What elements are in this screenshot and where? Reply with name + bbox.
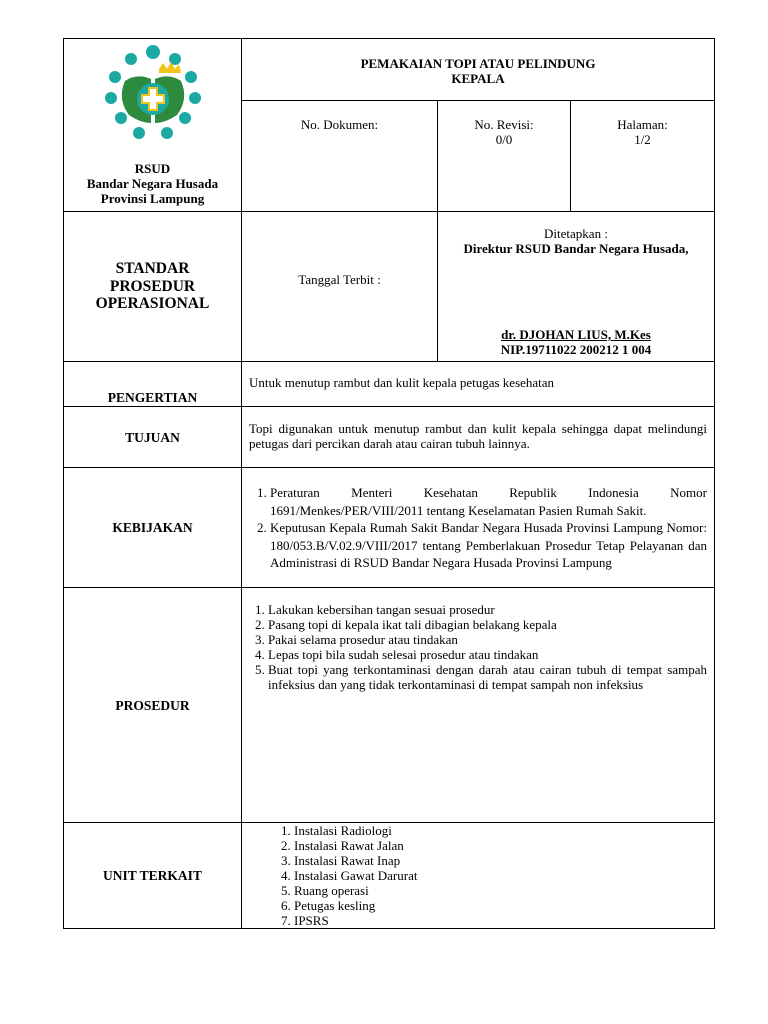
tanggal-terbit-cell xyxy=(242,212,438,362)
org-line1: RSUD xyxy=(134,161,171,176)
prosedur-item: 2. Pasang topi di kepala ikat tali dibagian belakang kepala xyxy=(268,617,707,632)
unit-terkait-item: 4. Instalasi Gawat Darurat xyxy=(294,868,707,883)
prosedur-item: 1. Lakukan kebersihan tangan sesuai prosedur xyxy=(268,602,707,617)
ditetapkan-by: Direktur RSUD Bandar Negara Husada, xyxy=(463,241,689,256)
prosedur-list xyxy=(249,602,707,692)
halaman-cell xyxy=(571,101,715,212)
signer-nip: NIP.19711022 200212 1 004 xyxy=(500,342,652,357)
kebijakan-label: KEBIJAKAN xyxy=(64,468,242,588)
signer-name: dr. DJOHAN LIUS, M.Kes xyxy=(501,327,651,342)
kebijakan-item: 1. Peraturan Menteri Kesehatan Republik Indonesia Nomor 1691/Menkes/PER/VIII/2011 tentang Keselamatan Pasien Rumah Sakit. xyxy=(270,484,707,519)
halaman-label: Halaman: xyxy=(617,117,668,132)
document-title-cell xyxy=(242,39,715,101)
no-revisi-cell xyxy=(438,101,571,212)
unit-terkait-cell xyxy=(242,823,715,929)
tujuan-label: TUJUAN xyxy=(64,407,242,468)
prosedur-label: PROSEDUR xyxy=(64,588,242,823)
sop-title-line1: STANDAR xyxy=(115,260,190,278)
hospital-logo-icon xyxy=(101,43,205,143)
org-line2: Bandar Negara Husada xyxy=(86,176,219,191)
sop-table xyxy=(63,38,715,929)
unit-terkait-item: 2. Instalasi Rawat Jalan xyxy=(294,838,707,853)
kebijakan-item: 2. Keputusan Kepala Rumah Sakit Bandar Negara Husada Provinsi Lampung Nomor: 180/053.B/V.02.9/VIII/2017 tentang Pemberlakuan Prosedur Tetap Pelayanan dan Administrasi di RSUD Bandar Negara Husada Provinsi Lampung xyxy=(270,519,707,572)
pengertian-text: Untuk menutup rambut dan kulit kepala petugas kesehatan xyxy=(242,362,715,407)
pengertian-label: PENGERTIAN xyxy=(64,362,242,407)
unit-terkait-label: UNIT TERKAIT xyxy=(64,823,242,929)
kebijakan-cell xyxy=(242,468,715,588)
no-dokumen-cell xyxy=(242,101,438,212)
no-dokumen-label: No. Dokumen: xyxy=(300,117,379,132)
unit-terkait-item: 6. Petugas kesling xyxy=(294,898,707,913)
unit-terkait-item: 5. Ruang operasi xyxy=(294,883,707,898)
document-title-line2: KEPALA xyxy=(451,71,505,86)
ditetapkan-label: Ditetapkan : xyxy=(544,226,608,241)
sop-document xyxy=(63,38,714,929)
sop-title-cell xyxy=(64,212,242,362)
unit-terkait-item: 3. Instalasi Rawat Inap xyxy=(294,853,707,868)
prosedur-item: 3. Pakai selama prosedur atau tindakan xyxy=(268,632,707,647)
hospital-name xyxy=(64,161,241,206)
tanggal-terbit-label: Tanggal Terbit : xyxy=(298,272,381,287)
unit-terkait-item: 1. Instalasi Radiologi xyxy=(294,823,707,838)
halaman-value: 1/2 xyxy=(634,132,651,147)
sop-title-line3: OPERASIONAL xyxy=(95,295,210,313)
org-line3: Provinsi Lampung xyxy=(100,191,205,206)
unit-terkait-item: 7. IPSRS xyxy=(294,913,707,928)
prosedur-cell xyxy=(242,588,715,823)
unit-terkait-list xyxy=(294,823,707,928)
prosedur-item: 5. Buat topi yang terkontaminasi dengan darah atau cairan tubuh di tempat sampah infeksius dan yang tidak terkontaminasi di tempat sampah non infeksius xyxy=(268,662,707,692)
ditetapkan-cell xyxy=(438,212,715,362)
prosedur-item: 4. Lepas topi bila sudah selesai prosedur atau tindakan xyxy=(268,647,707,662)
sop-title-line2: PROSEDUR xyxy=(109,277,196,295)
hospital-identity-cell xyxy=(64,39,242,212)
no-revisi-label: No. Revisi: xyxy=(474,117,534,132)
kebijakan-list xyxy=(249,484,707,572)
document-title-line1: PEMAKAIAN TOPI ATAU PELINDUNG xyxy=(360,56,596,71)
no-revisi-value: 0/0 xyxy=(495,132,513,147)
tujuan-text: Topi digunakan untuk menutup rambut dan kulit kepala sehingga dapat melindungi petugas dari percikan darah atau cairan tubuh lainnya. xyxy=(242,407,715,468)
